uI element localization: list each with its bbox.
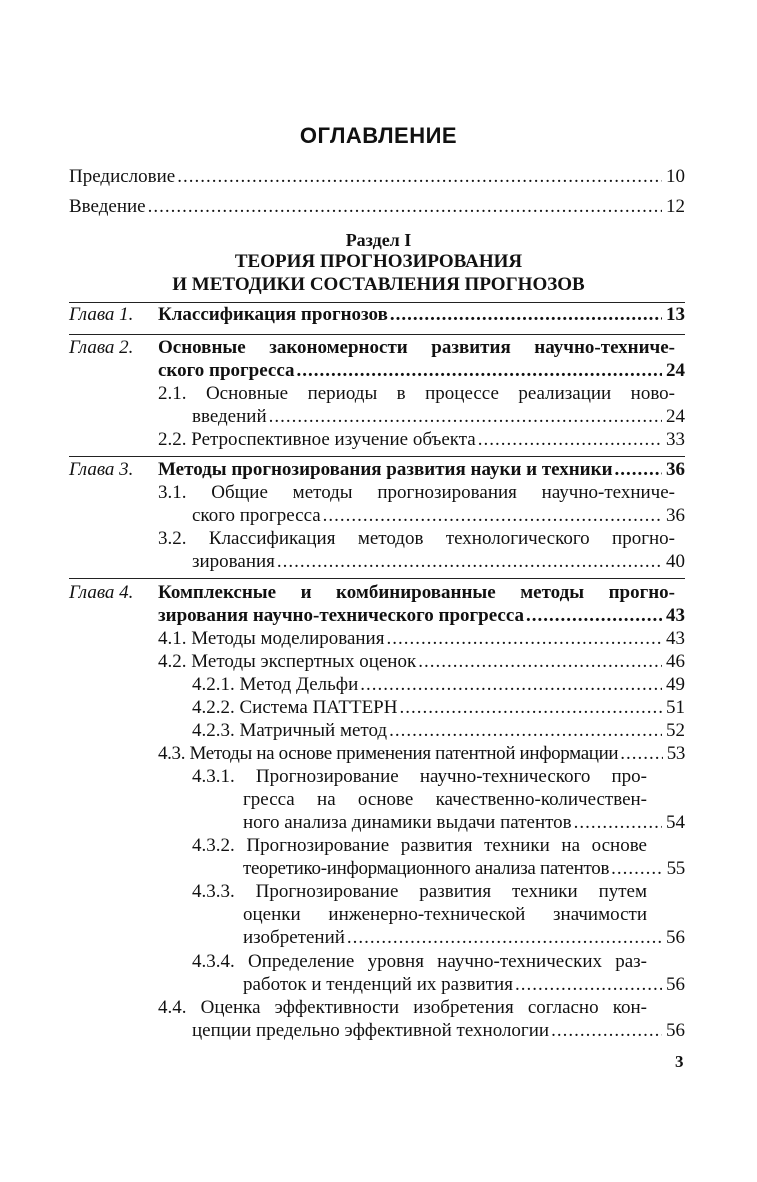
entry-text: 4.3. Методы на основе применения патентной информации	[158, 743, 619, 764]
entry-page: 33	[666, 429, 685, 450]
section-title-line1: ТЕОРИЯ ПРОГНОЗИРОВАНИЯ	[234, 251, 523, 272]
toc-section-4-2[interactable]	[158, 651, 685, 675]
leader-dots	[574, 812, 662, 834]
entry-page: 43	[666, 605, 685, 626]
page-title: ОГЛАВЛЕНИЕ	[299, 123, 458, 148]
leader-dots	[478, 429, 662, 451]
entry-page: 53	[666, 743, 685, 764]
chapter-divider	[69, 302, 685, 303]
toc-section-3-1[interactable]	[192, 505, 685, 529]
entry-text: работок и тенденций их развития	[243, 974, 513, 995]
entry-text: 4.2. Методы экспертных оценок	[158, 651, 417, 672]
entry-page: 55	[666, 858, 685, 879]
leader-dots	[148, 196, 662, 218]
leader-dots	[269, 406, 662, 428]
entry-page: 36	[666, 505, 685, 526]
entry-page: 40	[666, 551, 685, 572]
toc-section-4-2-3[interactable]	[192, 720, 685, 744]
entry-page: 36	[666, 459, 685, 480]
section-4-3-3-line2: оценки инженерно-технической значимости	[243, 904, 647, 925]
toc-section-4-3-3[interactable]	[243, 927, 685, 951]
leader-dots	[399, 697, 662, 719]
entry-page: 10	[666, 166, 685, 187]
toc-section-4-3-2[interactable]	[243, 858, 685, 882]
chapter-label: Глава 1.	[69, 304, 134, 325]
toc-section-4-2-2[interactable]	[192, 697, 685, 721]
leader-dots	[620, 743, 662, 765]
entry-text: 4.1. Методы моделирования	[158, 628, 385, 649]
toc-section-4-3[interactable]	[158, 743, 685, 767]
entry-text: ского прогресса	[158, 360, 295, 381]
section-2-1-line1: 2.1. Основные периоды в процессе реализации ново-	[158, 383, 675, 404]
toc-section-2-2[interactable]	[158, 429, 685, 453]
toc-section-3-2[interactable]	[192, 551, 685, 575]
section-3-2-line1: 3.2. Классификация методов технологического прогно-	[158, 528, 675, 549]
toc-entry-introduction[interactable]	[69, 196, 685, 220]
toc-entry-preface[interactable]	[69, 166, 685, 190]
entry-text: Введение	[69, 196, 146, 217]
chapter-label: Глава 3.	[69, 459, 134, 480]
leader-dots	[615, 459, 662, 481]
entry-page: 56	[666, 974, 685, 995]
entry-text: введений	[192, 406, 267, 427]
entry-page: 24	[666, 360, 685, 381]
leader-dots	[418, 651, 662, 673]
toc-section-2-1[interactable]	[192, 406, 685, 430]
entry-page: 49	[666, 674, 685, 695]
entry-text: изобретений	[243, 927, 345, 948]
leader-dots	[360, 674, 662, 696]
entry-text: зирования научно-технического прогресса	[158, 605, 525, 626]
entry-text: 2.2. Ретроспективное изучение объекта	[158, 429, 476, 450]
leader-dots	[611, 858, 662, 880]
leader-dots	[323, 505, 662, 527]
leader-dots	[277, 551, 662, 573]
entry-page: 56	[666, 927, 685, 948]
section-4-3-1-line2: гресса на основе качественно-количествен-	[243, 789, 647, 810]
toc-section-4-3-1[interactable]	[243, 812, 685, 836]
section-title-line2: И МЕТОДИКИ СОСТАВЛЕНИЯ ПРОГНОЗОВ	[172, 274, 585, 295]
leader-dots	[347, 927, 662, 949]
entry-page: 12	[666, 196, 685, 217]
section-4-3-4-line1: 4.3.4. Определение уровня научно-технических раз-	[192, 951, 647, 972]
entry-text: ского прогресса	[192, 505, 321, 526]
entry-text: теоретико-информационного анализа патентов	[243, 858, 610, 879]
section-label: Раздел I	[345, 230, 412, 250]
entry-text: зирования	[192, 551, 275, 572]
entry-page: 54	[666, 812, 685, 833]
entry-text: 4.2.3. Матричный метод	[192, 720, 388, 741]
chapter-divider	[69, 334, 685, 335]
toc-chapter-1[interactable]	[69, 304, 685, 328]
entry-text: Методы прогнозирования развития науки и техники	[158, 459, 613, 480]
entry-page: 43	[666, 628, 685, 649]
entry-text: ного анализа динамики выдачи патентов	[243, 812, 572, 833]
chapter-label: Глава 4.	[69, 582, 134, 603]
chapter-divider	[69, 456, 685, 457]
entry-page: 52	[666, 720, 685, 741]
toc-section-4-3-4[interactable]	[243, 974, 685, 998]
chapter-label: Глава 2.	[69, 337, 134, 358]
entry-page: 46	[666, 651, 685, 672]
entry-page: 56	[666, 1020, 685, 1041]
leader-dots	[526, 605, 662, 627]
leader-dots	[386, 628, 662, 650]
section-4-4-line1: 4.4. Оценка эффективности изобретения согласно кон-	[158, 997, 647, 1018]
leader-dots	[390, 304, 662, 326]
leader-dots	[297, 360, 662, 382]
toc-section-4-1[interactable]	[158, 628, 685, 652]
entry-page: 13	[666, 304, 685, 325]
chapter-4-title-line1: Комплексные и комбинированные методы прогно-	[158, 582, 675, 603]
entry-text: 4.2.1. Метод Дельфи	[192, 674, 359, 695]
toc-section-4-4[interactable]	[192, 1020, 685, 1044]
leader-dots	[177, 166, 662, 188]
entry-page: 24	[666, 406, 685, 427]
toc-chapter-3[interactable]	[69, 459, 685, 483]
entry-text: Классификация прогнозов	[158, 304, 388, 325]
entry-page: 51	[666, 697, 685, 718]
toc-chapter-2[interactable]	[158, 360, 685, 384]
leader-dots	[551, 1020, 662, 1042]
entry-text: Предисловие	[69, 166, 176, 187]
section-4-3-1-line1: 4.3.1. Прогнозирование научно-технического про-	[192, 766, 647, 787]
leader-dots	[515, 974, 662, 996]
toc-section-4-2-1[interactable]	[192, 674, 685, 698]
section-4-3-2-line1: 4.3.2. Прогнозирование развития техники на основе	[192, 835, 647, 856]
leader-dots	[389, 720, 662, 742]
section-3-1-line1: 3.1. Общие методы прогнозирования научно-техниче-	[158, 482, 675, 503]
entry-text: 4.2.2. Система ПАТТЕРН	[192, 697, 398, 718]
chapter-divider	[69, 578, 685, 579]
page-number: 3	[675, 1052, 684, 1071]
chapter-2-title-line1: Основные закономерности развития научно-техниче-	[158, 337, 675, 358]
toc-chapter-4[interactable]	[158, 605, 685, 629]
entry-text: цепции предельно эффективной технологии	[192, 1020, 550, 1041]
section-4-3-3-line1: 4.3.3. Прогнозирование развития техники путем	[192, 881, 647, 902]
